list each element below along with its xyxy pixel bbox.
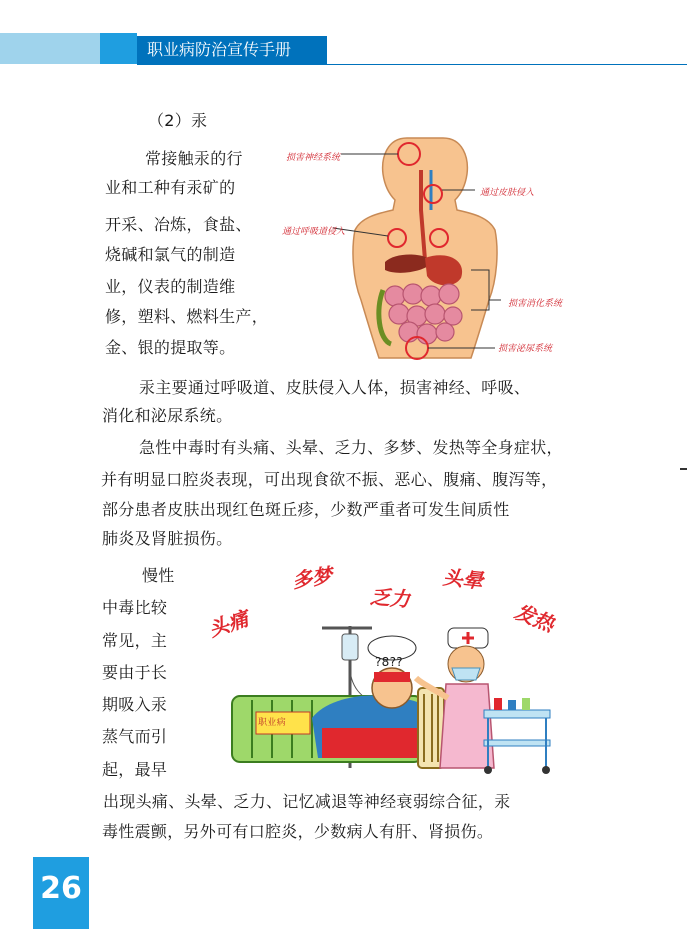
header-title: 职业病防治宣传手册 bbox=[137, 36, 327, 64]
callout-digestive: 损害消化系统 bbox=[508, 299, 563, 309]
intro-line: 常接触汞的行 bbox=[145, 149, 243, 168]
header-accent-dark bbox=[100, 33, 137, 64]
entry-line: 消化和泌尿系统。 bbox=[102, 406, 233, 425]
intro-line: 修，塑料、燃料生产， bbox=[105, 307, 269, 326]
callout-respiratory: 通过呼吸道侵入 bbox=[282, 227, 346, 237]
bed-sign: 职业病 bbox=[258, 718, 286, 728]
anatomy-illustration bbox=[275, 130, 605, 370]
symptom-label: 乏力 bbox=[369, 584, 411, 612]
chronic-line: 起，最早 bbox=[102, 760, 168, 779]
callout-urinary: 损害泌尿系统 bbox=[498, 344, 553, 354]
chronic-line: 期吸入汞 bbox=[102, 695, 168, 714]
edge-mark bbox=[680, 468, 687, 470]
intro-line: 开采、冶炼，食盐、 bbox=[105, 215, 252, 234]
patient-cartoon bbox=[222, 618, 562, 780]
acute-line: 部分患者皮肤出现红色斑丘疹，少数严重者可发生间质性 bbox=[102, 500, 510, 519]
chronic-line: 常见，主 bbox=[102, 631, 168, 650]
tail-line: 出现头痛、头晕、乏力、记忆减退等神经衰弱综合征，汞 bbox=[103, 792, 511, 811]
acute-line: 肺炎及肾脏损伤。 bbox=[102, 529, 233, 548]
page-number: 26 bbox=[33, 857, 89, 929]
thought-bubble-text: ?8?? bbox=[375, 655, 403, 669]
intro-line: 业和工种有汞矿的 bbox=[105, 178, 236, 197]
intro-line: 烧碱和氯气的制造 bbox=[105, 245, 236, 264]
acute-line: 并有明显口腔炎表现，可出现食欲不振、恶心、腹痛、腹泻等， bbox=[101, 470, 558, 489]
header-rule bbox=[137, 64, 687, 65]
acute-line: 急性中毒时有头痛、头晕、乏力、多梦、发热等全身症状， bbox=[139, 438, 563, 457]
callout-skin: 通过皮肤侵入 bbox=[480, 188, 535, 198]
callout-nervous: 损害神经系统 bbox=[286, 153, 341, 163]
symptom-label: 头晕 bbox=[441, 564, 484, 594]
symptom-label: 多梦 bbox=[290, 563, 334, 593]
entry-line: 汞主要通过呼吸道、皮肤侵入人体，损害神经、呼吸、 bbox=[139, 378, 531, 397]
chronic-line: 慢性 bbox=[142, 566, 175, 585]
tail-line: 毒性震颤，另外可有口腔炎，少数病人有肝、肾损伤。 bbox=[102, 822, 494, 841]
symptom-label: 发热 bbox=[511, 599, 558, 637]
intro-line: 金、银的提取等。 bbox=[105, 338, 236, 357]
section-heading: （2）汞 bbox=[148, 111, 208, 130]
chronic-line: 蒸气而引 bbox=[102, 727, 168, 746]
chronic-line: 中毒比较 bbox=[102, 598, 168, 617]
intro-line: 业，仪表的制造维 bbox=[105, 277, 236, 296]
symptom-label: 头痛 bbox=[205, 606, 252, 642]
chronic-line: 要由于长 bbox=[102, 663, 168, 682]
